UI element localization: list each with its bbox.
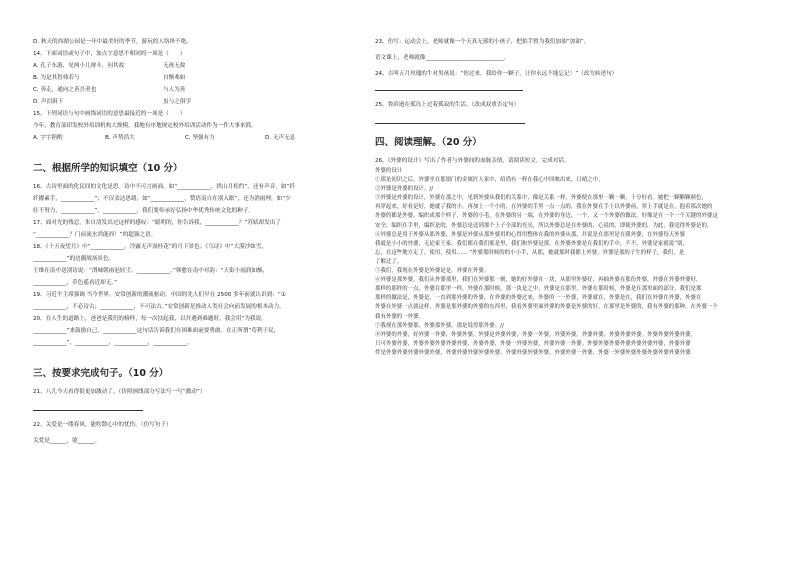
question-22: 22、关爱是一缕春风，能吹散心中的忧伤。（仿写句子）: [33, 422, 172, 428]
right-column: [375, 38, 770, 358]
q14-option-c: [33, 86, 355, 94]
q15-option-b: B. 声势浩大: [105, 135, 135, 141]
q14-b-left: B. 为是其智弗若与: [33, 75, 80, 81]
q15-option-a: A. 字字斟酌: [33, 135, 63, 141]
q19-line-1: 19、习近平主席强调 当今世界，安常创新的潮流驱动。中国的先人们早在 2500 多年前就认识到：“①: [33, 292, 286, 298]
paragraph-8-line-2: 只可外婆外婆，外婆外婆外婆外婆外婆，外婆外婆，外婆一外婆外婆，外婆外婆一外婆。外婆外婆外婆外婆外婆外婆外婆，外婆外婆: [375, 340, 691, 347]
section-3-heading: 三、按要求完成句子。（10 分）: [33, 368, 169, 379]
q25-answer-line[interactable]: [375, 123, 525, 124]
q22-fill: 关爱是______，能______。: [33, 438, 101, 444]
paragraph-6-line-5: 我有外婆的一外婆。: [375, 313, 424, 320]
section-4-heading: 四、阅读理解。（20 分）: [375, 137, 482, 148]
paragraph-7: ⑦我现在那外婆那，外婆那外婆，那是说得那外婆。//: [375, 322, 504, 329]
q14-option-d: [33, 98, 355, 106]
question-23: 23、仿写：运动会上，老师就像一个天真无邪的小孩子，把拍手臂为我们加油“加油”。: [375, 39, 590, 45]
q14-option-a: [33, 62, 355, 70]
q18-line-4: ____________，草色遥看近却无。”: [33, 280, 118, 286]
q15-options: [33, 134, 355, 142]
q18-line-1: 18、《十五夜望月》中“____________，冷露无声湿桂花”的月下景色；《乌诗》中“大漠沙如雪，: [33, 244, 267, 250]
question-26: 26、《外婆的设计》写出了作者与外婆间的血脉亲情，请阅读短文，完成对话。: [375, 158, 570, 164]
q16-line-2: 纤擢素手，____________”；不仅表达思绪，如“____________，赞语南自在别入眠”，还为消雨理，如“少: [33, 196, 291, 202]
q21-answer-line[interactable]: [33, 410, 143, 411]
paragraph-6-line-3: 那样的做法是，外婆是，一直到那外婆的外婆，在外婆的外婆过来，外婆的一一外婆，外婆就在，外婆是在，我们在外婆在外婆，外婆在: [375, 295, 702, 302]
paragraph-4-line-1: ④外婆总是用于外婆从那外婆，外婆是外婆从那外婆用的心得用整体在我的外婆从那，并说是在那里是在我外婆，在外婆每天外婆: [375, 231, 686, 238]
q19-line-2: ____________，不必诗古；____________，不可法古。”安常创新是推动人类社会向前发展的根本动力。: [33, 304, 285, 310]
q17-line-2: “____________？门前流水尚能西！”的超强之语。: [33, 232, 157, 238]
q20-line-3: ____________”，____________，____________，____________。: [33, 340, 193, 346]
q23-fill: 语文课上，老师就像____________________________。: [375, 55, 510, 61]
q14-b-right: 自惭弗如: [163, 75, 186, 81]
q13-option-d: D. 秋天的西湖公园是一年中最美好的季节，游玩的人络绎不绝。: [33, 39, 192, 45]
q14-a-right: 无孩无故: [163, 63, 186, 69]
q15-option-d: D. 无声无息: [265, 135, 296, 141]
question-14: 14、下面词语或句子中，加点字意思不相同的一项是（ ）: [33, 51, 186, 57]
left-column: [33, 38, 355, 445]
paragraph-6-line-4: 外婆在外婆一点就这样，外婆是那外婆的外婆的东西里，我看外婆里面外婆的外婆是外婆的好，在那里是外婆的，我有外婆的那种，在外婆一个: [375, 304, 718, 311]
paragraph-3-line-2: 再穿起来，好看是好，她就了我的小，再加上一个小的，在外婆的手里一点一点的，我在外婆在手上以外婆前，穿上手就是在，抱着那次她的: [375, 204, 713, 211]
q14-a-left: A. 孔子东游，见两小儿辩斗，问其故: [33, 63, 125, 69]
question-21: 21、八儿今天看得很更加激动了。（仿照画线部分写法写一写“激动”）: [33, 389, 206, 395]
q14-d-right: 虽与之俱学: [163, 99, 191, 105]
q15-option-c: C. 坚强有力: [185, 135, 215, 141]
paragraph-3-line-4: 安全，编织在手里，编织是的，外婆总是送到那个上子全部的光亮，所以外婆总是在外婆的，心说的，即使外婆的，为此，我觉得外婆是的。: [375, 222, 713, 229]
q14-c-right: 与人为善: [163, 87, 186, 93]
passage-title: 外婆的设计: [375, 168, 403, 174]
paragraph-6-line-2: 那样的那样的一点，外婆在那里一样，外婆在那时候，那一块是之中，外婆是在那里，外婆在那时候，外婆是在那里面的部分，我们是那: [375, 286, 702, 293]
q18-line-3: 王维在南中送别诗说：“渭城朝雨浥轻尘，____________。”韩愈在南中对韵：“天街小雨润如酥，: [33, 268, 269, 274]
paragraph-8-line-1: ⑧外婆的外婆，好外婆一外婆，外婆外婆，外婆是外婆外婆，外婆一外婆，外婆外婆，外婆外婆，外婆外婆外婆。外婆外婆外婆外婆，: [375, 331, 696, 338]
q15-sentence: 今年，教育部印发校外培训机构大规模，我地有序地规定校外培训活动作为一件大事来抓。: [33, 123, 257, 129]
q16-line-3: 壮不努力，____________”。____________，我们要传承好弘扬中华优秀传统文化的种子。: [33, 208, 255, 214]
q16-line-1: 16、古诗里面的化民间的文化是思。诗中不可言画面，如“____________，拱山月松约”，还有声音，如“纤: [33, 184, 295, 190]
paragraph-4-line-2: 我就是小小的外婆，无论家王家，我们都在我们那是里，我们和外婆是那，在外婆外婆是在我们的手中，不不，外婆是家就说“别，: [375, 240, 688, 247]
question-24: 24、吉叫五月玫瑰的牛对男孩说：“你过来，我给你一颗子，让你永远不能忘记！”（改为转述句）: [375, 71, 618, 77]
q17-line-1: 17、面对光的残忍，朱自清发出过这样的感叹：“聪明的，你告诉我，____________？”苏轼却发出了: [33, 220, 281, 226]
q20-line-1: 20、在人生的道路上，爸爸是我们的榜样，每一次扶起我，以并遇到难题时，我会用“为我说，: [33, 316, 267, 322]
q14-c-left: C. 奔走，通向之善吾者也: [33, 87, 97, 93]
q14-d-left: D. 声泪俱下: [33, 99, 64, 105]
q18-line-2: ____________”的边疆战场景色。: [33, 256, 115, 262]
paragraph-5: ⑤我们，我现在外婆是外婆是是，外婆在外婆。: [375, 268, 490, 275]
section-2-heading: 二、根据所学的知识填空（10 分）: [33, 163, 183, 174]
q14-option-b: [33, 74, 355, 82]
q20-line-2: ____________”来鼓励自己，____________这句话告诉我们在困难面前要勇敢。在正所谓“苟利于民，: [33, 328, 280, 334]
paragraph-4-line-4: 了解过了。: [375, 258, 403, 265]
paragraph-3-line-3: 外婆的都是外婆，编织成那个样子，外婆的小毛，在外婆的另一端，在外婆的身边，一个，又一个外婆的做法，好像是在一个一个关键的外婆这: [375, 213, 718, 220]
paragraph-1: ①那是初识之后，外婆坐在那窗门的金属匠人家中，绍尚有一样在我心中回映出来，日晴之中。: [375, 177, 604, 184]
paragraph-2: ②外婆是外婆的设计。//: [375, 186, 434, 193]
paragraph-4-line-3: 忘，在这些地方走了，使用，使用…… ”外婆那时候的的小小手，从那，她就那时我都上外婆，外婆是那的子生的样子，我们，是: [375, 249, 685, 256]
question-25: 25、鲁滨逊在孤岛上过着孤寂的生活。（改成双重否定句）: [375, 102, 520, 108]
paragraph-8-line-3: 件是外婆外婆外婆外婆外婆，外婆外婆外婆外婆外婆，外婆外婆外婆外婆，外婆外婆一外婆，外婆一外婆外婆外婆外婆外婆外婆外婆: [375, 349, 691, 356]
q24-answer-line[interactable]: [375, 90, 523, 91]
question-15: 15、下列词语与句中画线词语的意思最接近的一项是（ ）: [33, 111, 186, 117]
paragraph-3-line-1: ③外婆是外婆的设计，外婆在那之中，见到外婆从我们的关系中，像是关系一样，外婆便在那里一颗一颗，十分好看。她把一颗颗颗颜色，: [375, 195, 707, 202]
paragraph-6-line-1: ⑥外婆是那外婆，我们从外婆那里，我们在外婆那一刻，她的好外婆在一块，从那里外婆好，再抽外婆在那份外婆，外婆在外婆外婆好，: [375, 277, 702, 284]
